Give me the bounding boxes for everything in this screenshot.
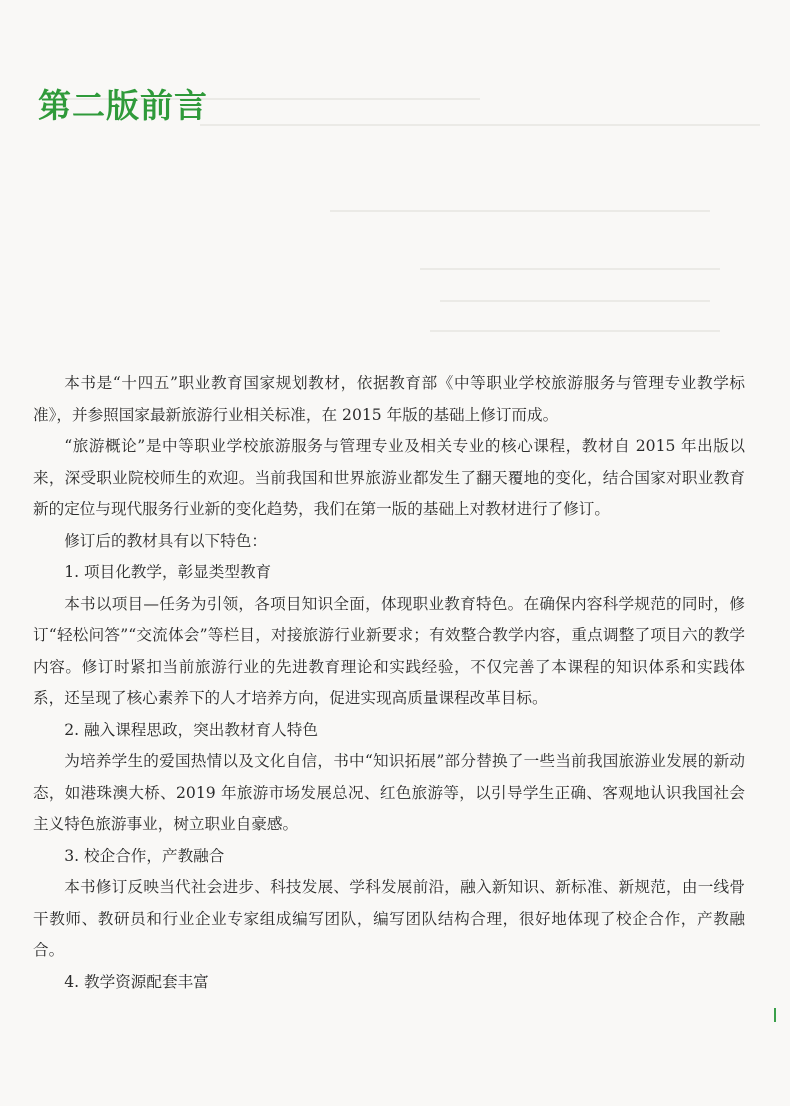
- page-title: 第二版前言: [38, 86, 208, 126]
- show-through-line: [420, 268, 720, 270]
- preface-body: [33, 368, 745, 998]
- show-through-line: [440, 300, 710, 302]
- feature-heading-2: 2. 融入课程思政，突出教材育人特色: [64, 720, 318, 739]
- feature-heading-1: 1. 项目化教学，彰显类型教育: [64, 563, 272, 581]
- show-through-line: [430, 330, 720, 332]
- feature-heading-4: 4. 教学资源配套丰富: [64, 972, 209, 991]
- paragraph-course-background: “旅游概论”是中等职业学校旅游服务与管理专业及相关专业的核心课程，教材自 2015 年出版以来，深受职业院校师生的欢迎。当前我国和世界旅游业都发生了翻天覆地的变化，结合国家对职业教育新的定位与现代服务行业新的变化趋势，我们在第一版的基础上对教材进行了修订。: [33, 437, 745, 518]
- paragraph-feature-3: 本书修订反映当代社会进步、科技发展、学科发展前沿，融入新知识、新标准、新规范，由一线骨干教师、教研员和行业企业专家组成编写团队，编写团队结构合理，很好地体现了校企合作，产教融合。: [33, 878, 745, 959]
- show-through-line: [330, 210, 710, 212]
- show-through-line: [200, 124, 760, 126]
- paragraph-intro: 本书是“十四五”职业教育国家规划教材，依据教育部《中等职业学校旅游服务与管理专业教学标准》，并参照国家最新旅游行业相关标准，在 2015 年版的基础上修订而成。: [33, 374, 745, 424]
- feature-heading-3: 3. 校企合作，产教融合: [64, 846, 225, 865]
- paragraph-features-intro: 修订后的教材具有以下特色：: [64, 531, 267, 550]
- paragraph-feature-2: 为培养学生的爱国热情以及文化自信，书中“知识拓展”部分替换了一些当前我国旅游业发展的新动态，如港珠澳大桥、2019 年旅游市场发展总况、红色旅游等，以引导学生正确、客观地认识我国社会主义特色旅游事业，树立职业自豪感。: [33, 752, 745, 833]
- page-edge-marker: [774, 1008, 776, 1022]
- paragraph-feature-1: 本书以项目—任务为引领，各项目知识全面，体现职业教育特色。在确保内容科学规范的同时，修订“轻松问答”“交流体会”等栏目，对接旅游行业新要求；有效整合教学内容，重点调整了项目六的教学内容。修订时紧扣当前旅游行业的先进教育理论和实践经验，不仅完善了本课程的知识体系和实践体系，还呈现了核心素养下的人才培养方向，促进实现高质量课程改革目标。: [33, 594, 745, 707]
